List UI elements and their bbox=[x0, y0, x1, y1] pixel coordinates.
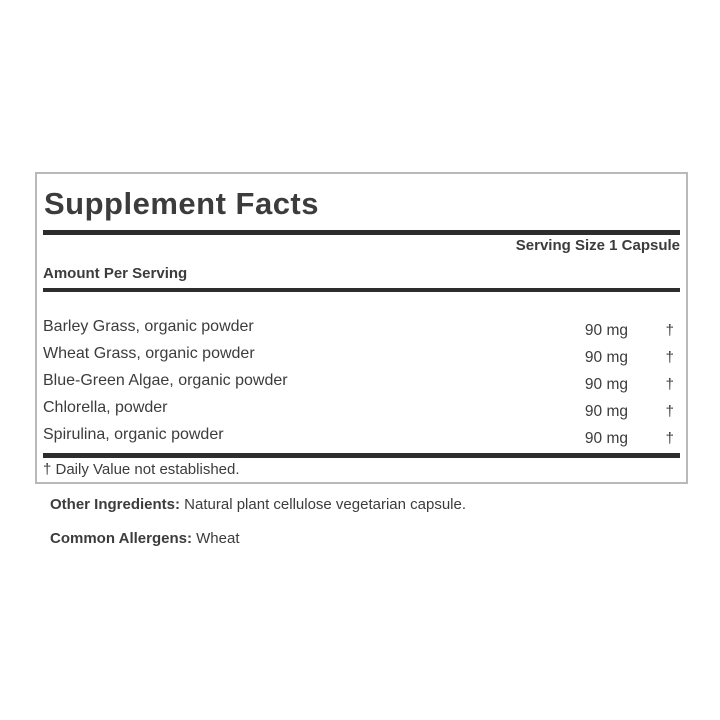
serving-size-text: Serving Size 1 Capsule bbox=[515, 237, 680, 254]
other-ingredients-value: Natural plant cellulose vegetarian capsule. bbox=[180, 496, 467, 513]
ingredient-row bbox=[43, 345, 680, 372]
common-allergens-value: Wheat bbox=[191, 530, 240, 547]
amount-per-serving-header: Amount Per Serving bbox=[43, 265, 188, 282]
supplement-facts-panel bbox=[35, 172, 688, 484]
ingredient-amount: 90 mg bbox=[584, 403, 628, 420]
daily-value-dagger: † bbox=[665, 430, 674, 447]
ingredient-amount: 90 mg bbox=[584, 430, 628, 447]
thick-divider-top bbox=[43, 230, 680, 235]
ingredient-name: Barley Grass, organic powder bbox=[43, 318, 254, 335]
thick-divider-bottom bbox=[43, 453, 680, 458]
daily-value-dagger: † bbox=[665, 403, 674, 420]
ingredient-name: Spirulina, organic powder bbox=[43, 426, 224, 443]
other-ingredients-label: Other Ingredients: bbox=[50, 496, 181, 513]
ingredient-name: Wheat Grass, organic powder bbox=[43, 345, 255, 362]
common-allergens-label: Common Allergens: bbox=[50, 530, 192, 547]
ingredient-row bbox=[43, 399, 680, 426]
ingredient-row bbox=[43, 372, 680, 399]
ingredient-amount: 90 mg bbox=[584, 349, 628, 366]
ingredient-row bbox=[43, 426, 680, 453]
ingredient-rows bbox=[43, 318, 680, 453]
daily-value-footnote: † Daily Value not established. bbox=[43, 461, 240, 478]
daily-value-dagger: † bbox=[665, 322, 674, 339]
supplement-facts-title: Supplement Facts bbox=[44, 186, 319, 221]
ingredient-amount: 90 mg bbox=[584, 376, 628, 393]
ingredient-name: Chlorella, powder bbox=[43, 399, 168, 416]
ingredient-row bbox=[43, 318, 680, 345]
daily-value-dagger: † bbox=[665, 376, 674, 393]
other-ingredients-line bbox=[50, 496, 466, 514]
ingredient-name: Blue-Green Algae, organic powder bbox=[43, 372, 288, 389]
common-allergens-line bbox=[50, 530, 240, 548]
daily-value-dagger: † bbox=[665, 349, 674, 366]
thick-divider-header bbox=[43, 288, 680, 292]
ingredient-amount: 90 mg bbox=[584, 322, 628, 339]
